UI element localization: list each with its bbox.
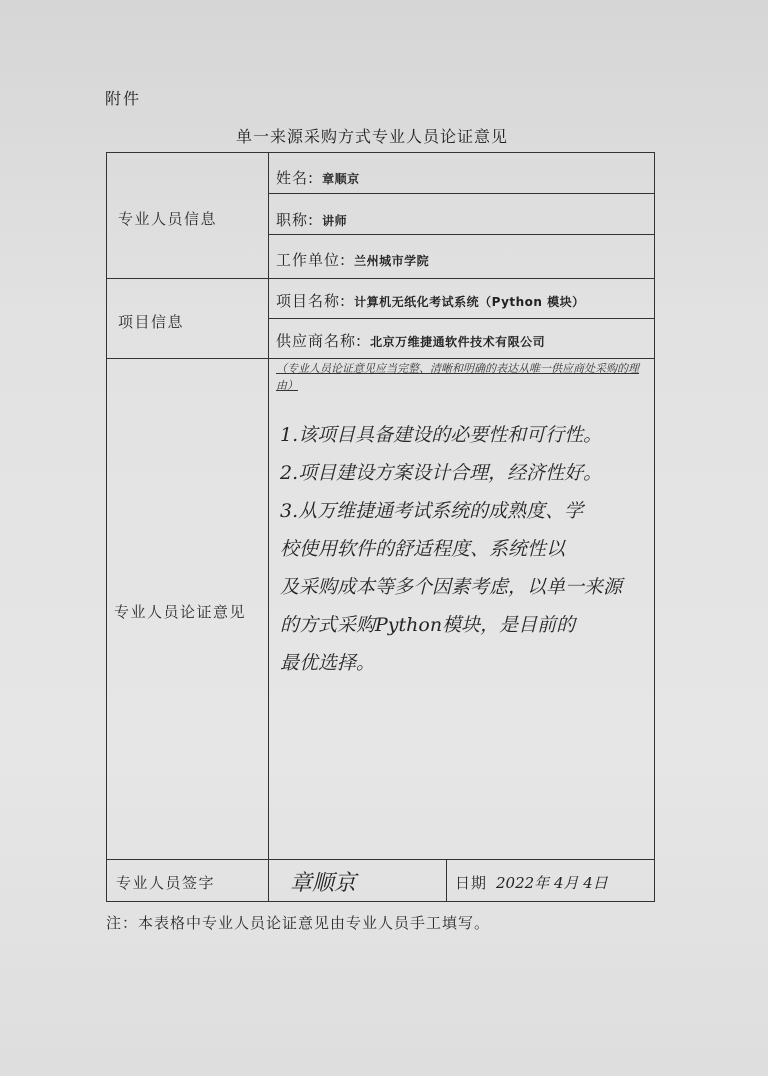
row-divider	[106, 278, 655, 279]
handwritten-date: 2022年 4月 4日	[496, 874, 608, 892]
workplace-field	[276, 249, 429, 270]
signature-label: 专业人员签字	[116, 874, 216, 892]
name-field	[276, 167, 360, 188]
project-info-label: 项目信息	[118, 313, 185, 331]
handwritten-opinion	[280, 416, 650, 682]
workplace-value: 兰州城市学院	[354, 254, 430, 268]
column-divider	[268, 152, 269, 902]
attachment-label: 附件	[105, 89, 142, 108]
document-title: 单一来源采购方式专业人员论证意见	[236, 127, 509, 146]
row-divider	[268, 193, 655, 194]
project-name-value: 计算机无纸化考试系统（Python 模块）	[354, 295, 585, 309]
project-name-label: 项目名称:	[276, 292, 347, 310]
handwritten-line: 2.项目建设方案设计合理，经济性好。	[280, 462, 603, 484]
handwritten-signature: 章顺京	[290, 871, 357, 896]
supplier-value: 北京万维捷通软件技术有限公司	[370, 335, 546, 349]
project-name-field	[276, 290, 585, 311]
row-divider	[268, 234, 655, 235]
job-title-field	[276, 209, 347, 230]
handwritten-line: 最优选择。	[280, 652, 376, 674]
handwritten-line: 1.该项目具备建设的必要性和可行性。	[280, 424, 603, 446]
row-divider	[106, 859, 655, 860]
name-label: 姓名:	[276, 169, 315, 187]
date-cell-divider	[446, 859, 447, 902]
date-label: 日期	[455, 874, 488, 892]
footnote: 注：本表格中专业人员论证意见由专业人员手工填写。	[106, 914, 491, 932]
supplier-label: 供应商名称:	[276, 332, 363, 350]
row-divider	[268, 318, 655, 319]
workplace-label: 工作单位:	[276, 251, 347, 269]
handwritten-line: 及采购成本等多个因素考虑，以单一来源	[280, 576, 623, 598]
opinion-label: 专业人员论证意见	[114, 603, 247, 621]
job-title-value: 讲师	[322, 214, 348, 228]
name-value: 章顺京	[322, 172, 360, 186]
row-divider	[106, 358, 655, 359]
handwritten-line: 3.从万维捷通考试系统的成熟度、学	[280, 500, 584, 522]
opinion-instruction: （专业人员论证意见应当完整、清晰和明确的表达从唯一供应商处采购的理由）	[276, 362, 639, 392]
supplier-field	[276, 330, 545, 351]
handwritten-line: 校使用软件的舒适程度、系统性以	[280, 538, 566, 560]
job-title-label: 职称:	[276, 211, 315, 229]
expert-info-label: 专业人员信息	[118, 210, 218, 228]
handwritten-line: 的方式采购Python模块，是目前的	[280, 614, 576, 636]
